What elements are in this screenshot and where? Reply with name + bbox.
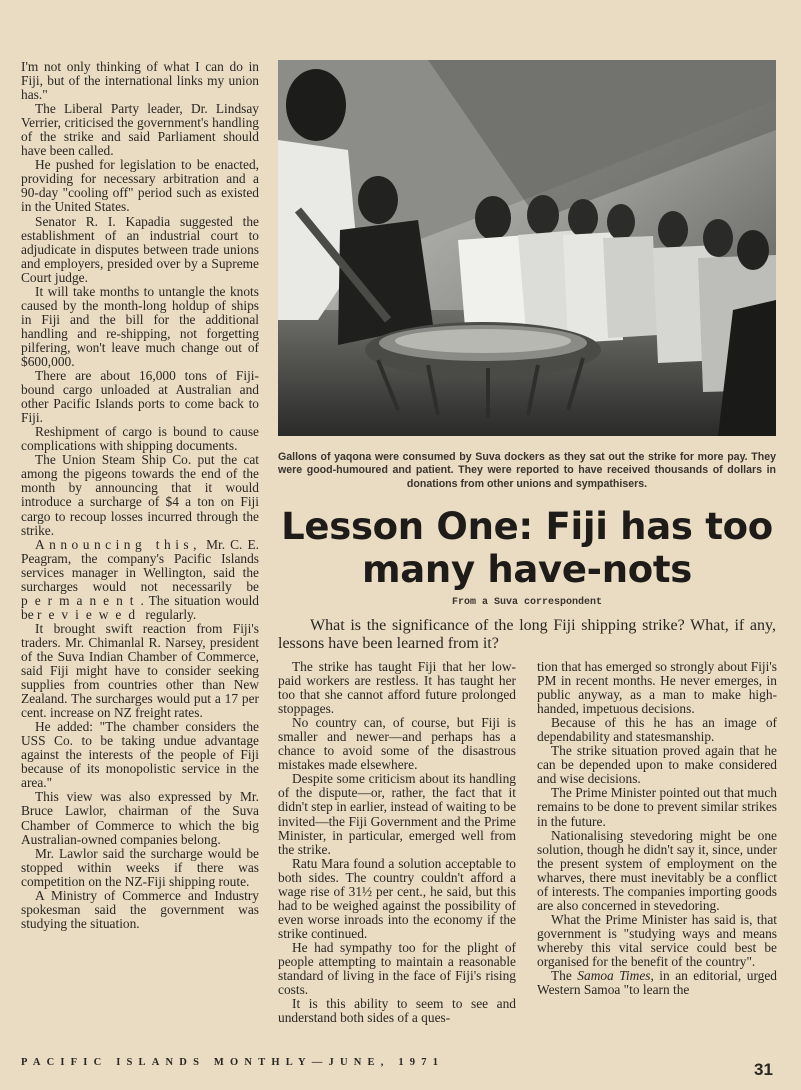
paragraph: Senator R. I. Kapadia suggested the establishment of an industrial court to adjudicate in disputes between trade unions and employers, presided over by a Supreme Court judge. (21, 213, 259, 285)
paragraph: Nationalising stevedoring might be one solution, though he didn't say it, since, under the present system of employment on the wharves, there must inevitably be a conflict of interests. The companies importing goods are also concerned in stevedoring. (537, 827, 777, 913)
magazine-footer: PACIFIC ISLANDS MONTHLY—JUNE, 1971 (21, 1057, 445, 1068)
publication-title: Samoa Times (577, 968, 651, 984)
paragraph: He had sympathy too for the plight of people attempting to maintain a reasonable standard of living in the face of Fiji's rising costs. (278, 939, 516, 998)
paragraph: tion that has emerged so strongly about Fiji's PM in recent months. He never emerges, in public anyway, as a man to make high-handed, impetuous decisions. (537, 659, 777, 717)
paragraph: It brought swift reaction from Fiji's traders. Mr. Chimanlal R. Narsey, president of the Suva Indian Chamber of Commerce, said Fiji might have to consider seeking supplies from countries other than New Zealand. The surcharges would put a 17 per cent. increase on NZ freight rates. (21, 620, 259, 721)
page-number: 31 (754, 1060, 773, 1079)
paragraph: It will take months to untangle the knots caused by the month-long holdup of ships in Fiji and the bill for the additional handling and re-shipping, not forgetting pilfering, won't leave much change out of $600,000. (21, 283, 259, 369)
paragraph: He pushed for legislation to be enacted, providing for necessary arbitration and a 90-day "cooling off" period such as existed in the United States. (21, 157, 259, 215)
byline: From a Suva correspondent (451, 597, 603, 608)
paragraph: The Prime Minister pointed out that much remains to be done to prevent similar strikes in the future. (537, 785, 777, 829)
paragraph: The strike has taught Fiji that her low-paid workers are restless. It has taught her too that she cannot afford future prolonged stoppages. (278, 659, 516, 717)
right-article-column (537, 660, 777, 997)
paragraph (537, 969, 777, 997)
paragraph: This view was also expressed by Mr. Bruce Lawlor, chairman of the Suva Chamber of Commerce to which the big Australian-owned companies belong. (21, 789, 259, 847)
paragraph-text: The (551, 968, 578, 984)
paragraph: It is this ability to seem to see and understand both sides of a ques- (278, 996, 516, 1026)
paragraph: The Liberal Party leader, Dr. Lindsay Verrier, criticised the government's handling of the strike and said Parliament should have been called. (21, 101, 259, 159)
paragraph: Reshipment of cargo is bound to cause complications with shipping documents. (21, 424, 259, 454)
paragraph: The Union Steam Ship Co. put the cat among the pigeons towards the end of the month by announcing that it would introduce a surcharge of $4 a ton on Fiji cargo to recoup losses incurred through the strike. (21, 452, 259, 538)
paragraph-text: Mr. C. E. Peagram, the company's Pacific Islands services manager in Wellington, said the surcharges would not necessarily be (21, 536, 259, 594)
paragraph: He added: "The chamber considers the USS Co. to be taking undue advantage against the interests of the people of Fiji because of its monopolistic service in the area." (21, 719, 259, 791)
paragraph: I'm not only thinking of what I can do in Fiji, but of the international links my union has." (21, 59, 259, 103)
standfirst: What is the significance of the long Fiji shipping strike? What, if any, lessons have been learned from it? (278, 617, 776, 652)
paragraph-text: , in an editorial, urged Western Samoa "to learn the (537, 968, 777, 998)
headline-line-2: many have-nots (361, 548, 692, 591)
paragraph-text: regularly. (142, 606, 197, 622)
paragraph (21, 538, 259, 622)
spaced-word: permanent (21, 592, 141, 608)
headline-line-1: Lesson One: Fiji has too (281, 505, 773, 548)
paragraph: Ratu Mara found a solution acceptable to both sides. The country couldn't afford a wage rise of 31½ per cent., he said, but this had to be weighed against the possibility of even worse inroads into the economy if the strike continued. (278, 855, 516, 941)
dockers-photo (278, 60, 776, 436)
paragraph: Because of this he has an image of dependability and statesmanship. (537, 715, 777, 745)
photo-caption: Gallons of yaqona were consumed by Suva dockers as they sat out the strike for more pay. They were good-humoured and patient. They were reported to have received thousands of dollars in donations from other unions and sympathisers. (278, 451, 776, 490)
photo-image (278, 60, 776, 436)
middle-article-column (278, 660, 516, 1025)
paragraph: There are about 16,000 tons of Fiji-bound cargo unloaded at Australian and other Pacific Islands ports to come back to Fiji. (21, 368, 259, 426)
paragraph: Mr. Lawlor said the surcharge would be stopped within weeks if there was competition on the NZ-Fiji shipping route. (21, 845, 259, 889)
paragraph: Despite some criticism about its handling of the dispute—or, rather, the fact that it didn't step in earlier, instead of waiting to be invited—the Fiji Government and the Prime Minister, in particular, emerged well from the strike. (278, 771, 517, 857)
left-article-column (21, 60, 259, 931)
spaced-lead: Announcing this, (35, 536, 201, 552)
paragraph: A Ministry of Commerce and Industry spokesman said the government was studying the situation. (21, 887, 259, 931)
paragraph: What the Prime Minister has said is, that government is "studying ways and means whereby this vital service could best be organised for the benefit of the country". (537, 911, 777, 969)
paragraph: No country can, of course, but Fiji is smaller and newer—and perhaps has a chance to avoid some of the disastrous mistakes made elsewhere. (278, 715, 516, 773)
paragraph-text: . The situation would be (21, 592, 259, 622)
spaced-word: reviewed (37, 606, 143, 622)
article-headline (278, 505, 776, 591)
paragraph: The strike situation proved again that he can be depended upon to make considered and wise decisions. (537, 743, 777, 787)
